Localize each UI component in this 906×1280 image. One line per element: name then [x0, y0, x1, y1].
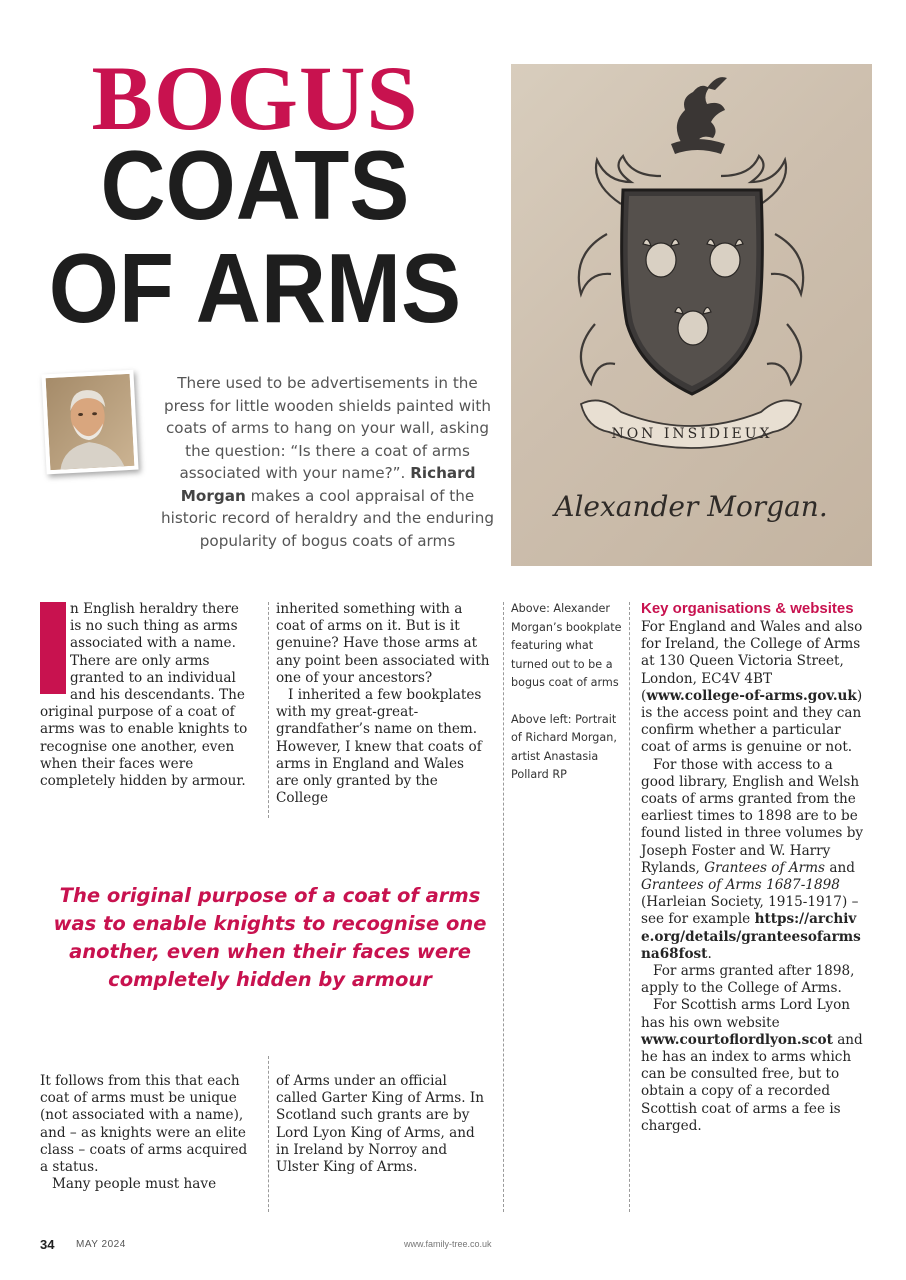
court-of-lord-lyon-link[interactable]: www.courtoflordlyon.scot [641, 1031, 833, 1048]
column-2-upper [276, 601, 490, 807]
column-1-para-1: n English heraldry there is no such thing as arms associated with a name. There are only arms granted to an individual and his descendants. The original purpose of a coat of arms was to enable knights to recognise one another, even when their faces were completely hidden by armour. [40, 601, 248, 790]
caption-block [511, 600, 623, 785]
column-1-upper [40, 601, 252, 790]
portrait-painting [46, 374, 135, 470]
sidebar-para-4: For Scottish arms Lord Lyon has his own website www.courtoflordlyon.scot and he has an index to arms which can be consulted free, but to obtain a copy of a recorded Scottish coat of arms a fee is charged. [641, 997, 863, 1134]
column-2-para-1: inherited something with a coat of arms on it. But is it genuine? Have those arms at any point been associated with one of your ancestors? [276, 601, 490, 686]
standfirst-outro: makes a cool appraisal of the historic record of heraldry and the enduring popularity of bogus coats of arms [160, 486, 494, 550]
key-organisations-sidebar [641, 600, 867, 1135]
headline-coats: COATS [100, 130, 410, 240]
headline-bogus: BOGUS [91, 47, 419, 149]
sidebar-title: Key organisations & websites [641, 600, 854, 617]
archive-org-link[interactable]: https://archive.org/details/granteesofarmsna68fost [641, 911, 861, 962]
column-rule-2 [503, 602, 504, 1212]
author-name: Richard Morgan [180, 464, 476, 505]
website-url[interactable]: www.family-tree.co.uk [404, 1239, 492, 1249]
column-2-lower [276, 1073, 490, 1176]
bookplate-image [511, 64, 872, 566]
pull-quote: The original purpose of a coat of arms was to enable knights to recognise one another, even when their faces were completely hidden by armour [53, 884, 487, 991]
sidebar-para-2: For those with access to a good library, English and Welsh coats of arms granted from the earliest times to 1898 are to be found listed in three volumes by Joseph Foster and W. Harry Rylands, Grantees of Arms and Grantees of Arms 1687-1898 (Harleian Society, 1915-1917) – see for example https://archive.org/details/granteesofarmsna68fost. [641, 756, 864, 962]
issue-date: MAY 2024 [76, 1239, 126, 1250]
standfirst [160, 372, 495, 552]
standfirst-intro: There used to be advertisements in the press for little wooden shields painted with coats of arms to hang on your wall, asking the question: “Is there a coat of arms associated with your name?”. [164, 374, 491, 482]
motto-text: NON INSIDIEUX [611, 426, 773, 442]
column-2-lower-para-1: of Arms under an official called Garter King of Arms. In Scotland such grants are by Lord Lyon King of Arms, and in Ireland by Norroy and Ulster King of Arms. [276, 1073, 485, 1176]
column-1-lower-para-2: Many people must have [52, 1176, 217, 1193]
sidebar-para-3: For arms granted after 1898, apply to the College of Arms. [641, 963, 855, 997]
caption-above-left: Above left: Portrait of Richard Morgan, artist Anastasia Pollard RP [511, 712, 617, 781]
bookplate-engraving [511, 64, 872, 566]
caption-above: Above: Alexander Morgan’s bookplate featuring what turned out to be a bogus coat of arms [511, 602, 622, 689]
sidebar-para-1: For England and Wales and also for Ireland, the College of Arms at 130 Queen Victoria Street, London, EC4V 4BT (www.college-of-arms.gov.uk) is the access point and they can confirm whether a particular coat of arms is genuine or not. [641, 619, 863, 756]
griffin-crest-icon [671, 77, 727, 154]
signature-text: Alexander Morgan. [554, 490, 828, 523]
column-1-lower [40, 1073, 254, 1193]
college-of-arms-link[interactable]: www.college-of-arms.gov.uk [646, 687, 857, 704]
author-portrait [41, 370, 138, 475]
column-rule-4 [268, 1056, 269, 1212]
column-1-lower-para-1: It follows from this that each coat of arms must be unique (not associated with a name), and – as knights were an elite class – coats of arms acquired a status. [40, 1073, 248, 1176]
column-2-para-2: I inherited a few bookplates with my great-great-grandfather’s name on them. However, I knew that coats of arms in England and Wales are only granted by the College [276, 687, 482, 807]
page-number: 34 [40, 1237, 55, 1252]
column-rule-1 [268, 602, 269, 818]
column-rule-3 [629, 602, 630, 1212]
headline-of-arms: OF ARMS [48, 233, 462, 343]
